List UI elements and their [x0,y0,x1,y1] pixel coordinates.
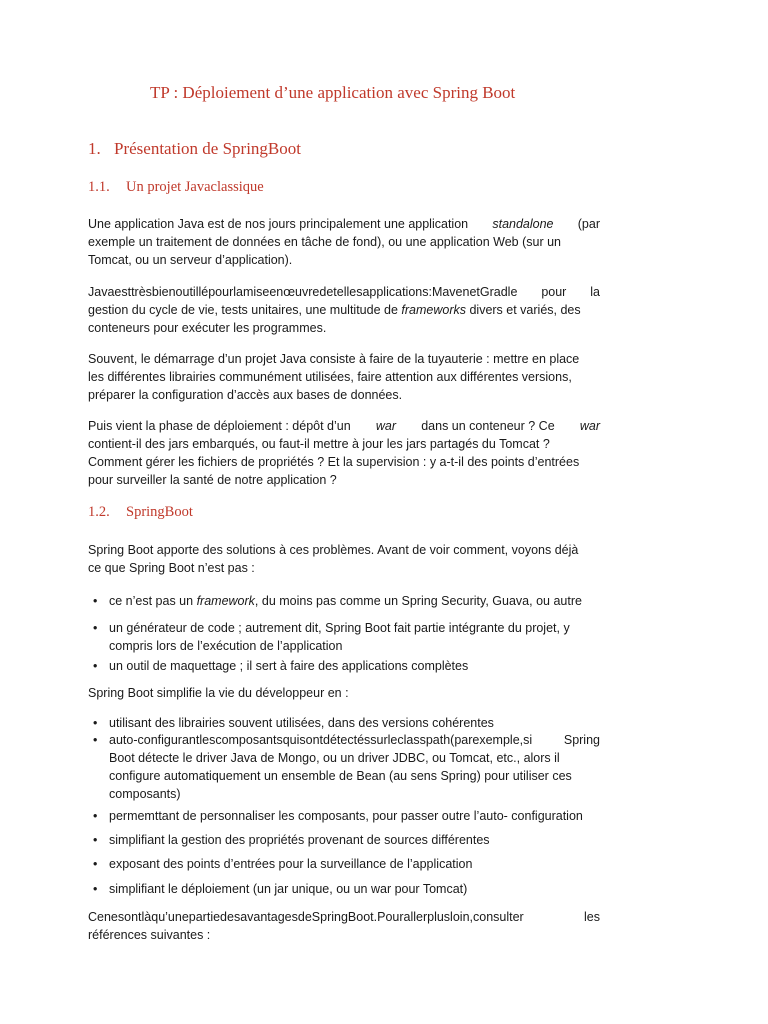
bullet-icon: • [93,659,98,673]
paragraph-line: composants) [109,787,181,801]
text-run: les [584,910,600,924]
text-run: (par [577,217,600,231]
list-item-text: ce n’est pas un framework, du moins pas comme un Spring Security, Guava, ou autre [109,594,582,608]
section-1-1-heading [88,179,264,196]
section-number: 1. [88,139,101,158]
bullet-icon: • [93,733,98,747]
paragraph-line: pour surveiller la santé de notre application ? [88,473,337,487]
bullet-icon: • [93,716,98,730]
paragraph-7 [88,908,600,944]
bullet-icon: • [93,882,98,896]
section-number: 1.2. [88,504,110,520]
list-item-text: un outil de maquettage ; il sert à faire des applications complètes [109,659,469,673]
text-run-italic: standalone [492,217,554,231]
list-item-text: exposant des points d’entrées pour la surveillance de l’application [109,857,473,871]
paragraph-5 [88,541,600,577]
bullet-icon: • [93,809,98,823]
paragraph-line [88,283,600,301]
paragraph-line: Boot détecte le driver Java de Mongo, ou un driver JDBC, ou Tomcat, etc., alors il [109,751,560,765]
paragraph-line: contient-il des jars embarqués, ou faut-il mettre à jour les jars partagés du Tomcat ? [88,437,550,451]
section-1-2-heading [88,504,193,521]
paragraph-line: références suivantes : [88,928,211,942]
paragraph-line: configure automatiquement un ensemble de Bean (au sens Spring) pour utiliser ces [109,769,572,783]
text-run: divers et variés, des [469,303,581,317]
paragraph-3 [88,350,600,404]
text-run-italic: frameworks [401,303,466,317]
text-run: Spring [563,733,600,747]
paragraph-line: Spring Boot simplifie la vie du développeur en : [88,686,349,700]
text-run: auto-configurantlescomposantsquisontdétectéssurleclasspath(parexemple,si [109,733,533,747]
paragraph-6 [88,684,600,702]
text-run: Cenesontlàqu’unepartiedesavantagesdeSpringBoot.Pourallerplusloin,consulter [88,910,524,924]
list-item-text: utilisant des librairies souvent utilisées, dans des versions cohérentes [109,716,494,730]
text-run: pour [541,285,567,299]
paragraph-line: conteneurs pour exécuter les programmes. [88,321,327,335]
section-number: 1.1. [88,179,110,195]
paragraph-line: ce que Spring Boot n’est pas : [88,561,255,575]
bullet-icon: • [93,594,98,608]
text-run-italic: war [375,419,397,433]
paragraph-1 [88,215,600,269]
bullet-icon: • [93,621,98,635]
text-run-italic: war [579,419,600,433]
text-run: Une application Java est de nos jours principalement une application [88,217,469,231]
paragraph-line [88,908,600,926]
page-title: TP : Déploiement d’une application avec Spring Boot [150,83,516,102]
list-item-text: simplifiant la gestion des propriétés provenant de sources différentes [109,833,490,847]
paragraph-line: Tomcat, ou un serveur d’application). [88,253,293,267]
list-item-text: simplifiant le déploiement (un jar unique, ou un war pour Tomcat) [109,882,468,896]
bullet-icon: • [93,833,98,847]
text-run: Javaesttrèsbienoutillépourlamiseenœuvredetellesapplications:MavenetGradle [88,285,518,299]
paragraph-line [88,417,600,435]
paragraph-2 [88,283,600,337]
paragraph-line: préparer la configuration d’accès aux bases de données. [88,388,403,402]
list-item-text: permemttant de personnaliser les composants, pour passer outre l’auto- configuration [109,809,583,823]
text-run: dans un conteneur ? Ce [421,419,555,433]
list-item-text: compris lors de l’exécution de l’application [109,639,343,653]
section-1-heading [88,139,301,159]
section-label: Un projet Javaclassique [126,179,264,195]
paragraph-4 [88,417,600,489]
paragraph-line [88,301,600,319]
paragraph-line: Comment gérer les fichiers de propriétés ? Et la supervision : y a-t-il des points d’entrées [88,455,580,469]
paragraph-line [88,215,600,233]
text-run: gestion du cycle de vie, tests unitaires, une multitude de [88,303,398,317]
list-item-text [109,731,600,803]
section-label: SpringBoot [126,504,193,520]
paragraph-line [109,731,600,749]
paragraph-line: les différentes librairies communément utilisées, faire attention aux différentes versions, [88,370,572,384]
section-label: Présentation de SpringBoot [114,139,301,158]
paragraph-line: Spring Boot apporte des solutions à ces problèmes. Avant de voir comment, voyons déjà [88,543,579,557]
list-item-text: un générateur de code ; autrement dit, Spring Boot fait partie intégrante du projet, y [109,621,570,635]
paragraph-line: Souvent, le démarrage d’un projet Java consiste à faire de la tuyauterie : mettre en place [88,352,580,366]
text-run: Puis vient la phase de déploiement : dépôt d’un [88,419,351,433]
paragraph-line: exemple un traitement de données en tâche de fond), ou une application Web (sur un [88,235,561,249]
text-run: la [590,285,600,299]
bullet-icon: • [93,857,98,871]
